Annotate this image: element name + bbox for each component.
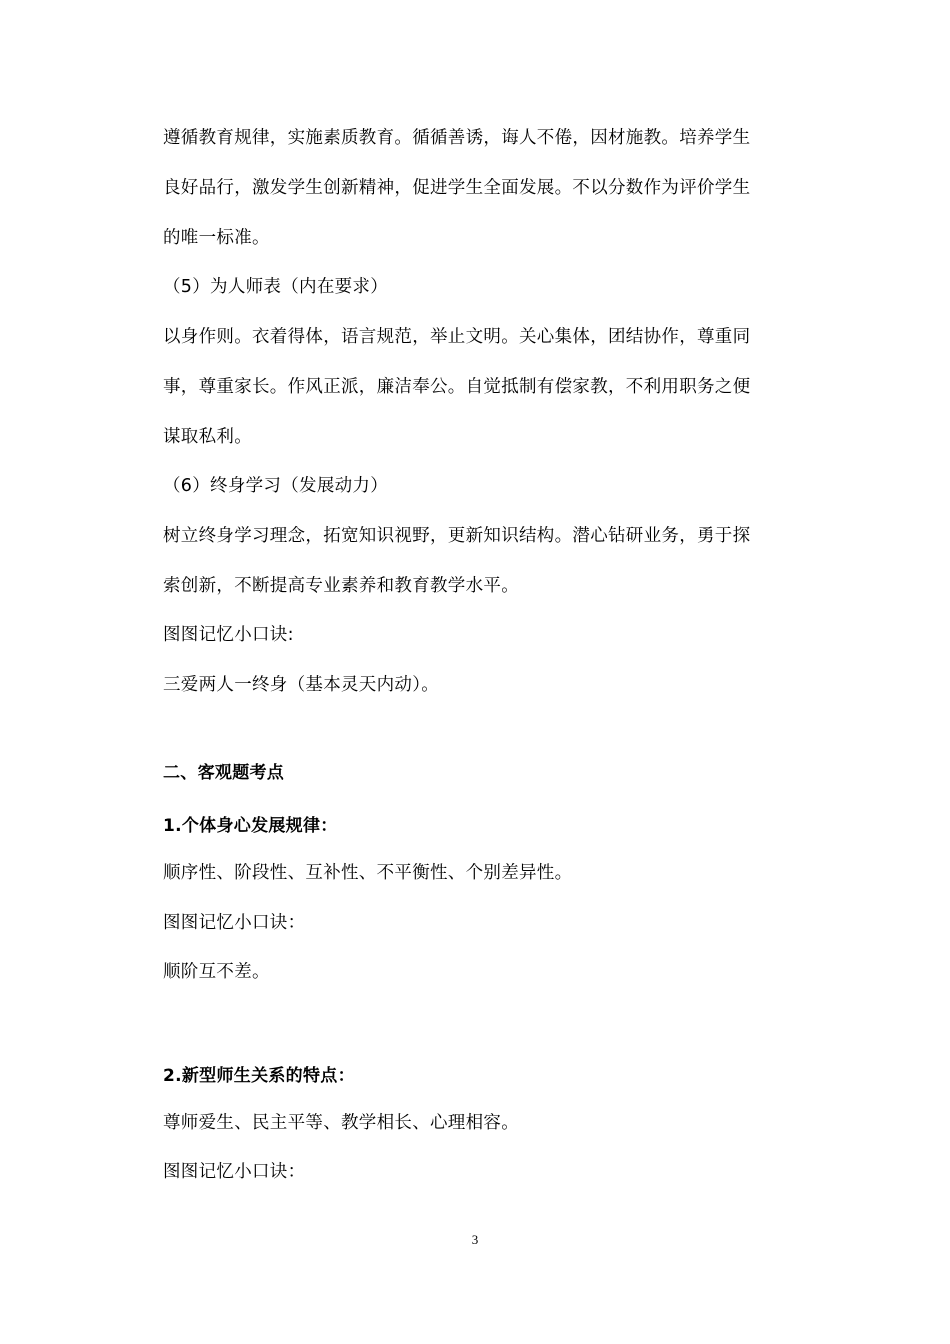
mnemonic-label: 图图记忆小口诀：: [163, 1162, 306, 1182]
paragraph-line: 事，尊重家长。作风正派，廉洁奉公。自觉抵制有偿家教，不利用职务之便: [163, 377, 751, 397]
topic-heading-1: 1.个体身心发展规律：: [163, 816, 338, 836]
mnemonic-label: 图图记忆小口诀：: [163, 913, 306, 933]
paragraph-line: 尊师爱生、民主平等、教学相长、心理相容。: [163, 1113, 519, 1133]
subheading-6: （6）终身学习（发展动力）: [163, 476, 389, 496]
paragraph-line: 的唯一标准。: [163, 228, 270, 248]
paragraph-line: 遵循教育规律，实施素质教育。循循善诱，诲人不倦，因材施教。培养学生: [163, 128, 751, 148]
page-number: 3: [471, 1232, 479, 1247]
mnemonic-label: 图图记忆小口诀:: [163, 625, 294, 645]
topic-heading-2: 2.新型师生关系的特点：: [163, 1066, 355, 1086]
paragraph-line: 以身作则。衣着得体，语言规范，举止文明。关心集体，团结协作，尊重同: [163, 327, 751, 347]
paragraph-line: 谋取私利。: [163, 427, 252, 447]
paragraph-line: 索创新，不断提高专业素养和教育教学水平。: [163, 576, 519, 596]
mnemonic-text: 三爱两人一终身（基本灵天内动）。: [163, 675, 440, 695]
paragraph-line: 顺序性、阶段性、互补性、不平衡性、个别差异性。: [163, 863, 573, 883]
paragraph-line: 树立终身学习理念，拓宽知识视野，更新知识结构。潜心钻研业务，勇于探: [163, 526, 751, 546]
section-heading: 二、客观题考点: [163, 763, 285, 783]
paragraph-line: 良好品行，激发学生创新精神，促进学生全面发展。不以分数作为评价学生: [163, 178, 751, 198]
subheading-5: （5）为人师表（内在要求）: [163, 277, 389, 297]
mnemonic-text: 顺阶互不差。: [163, 962, 270, 982]
